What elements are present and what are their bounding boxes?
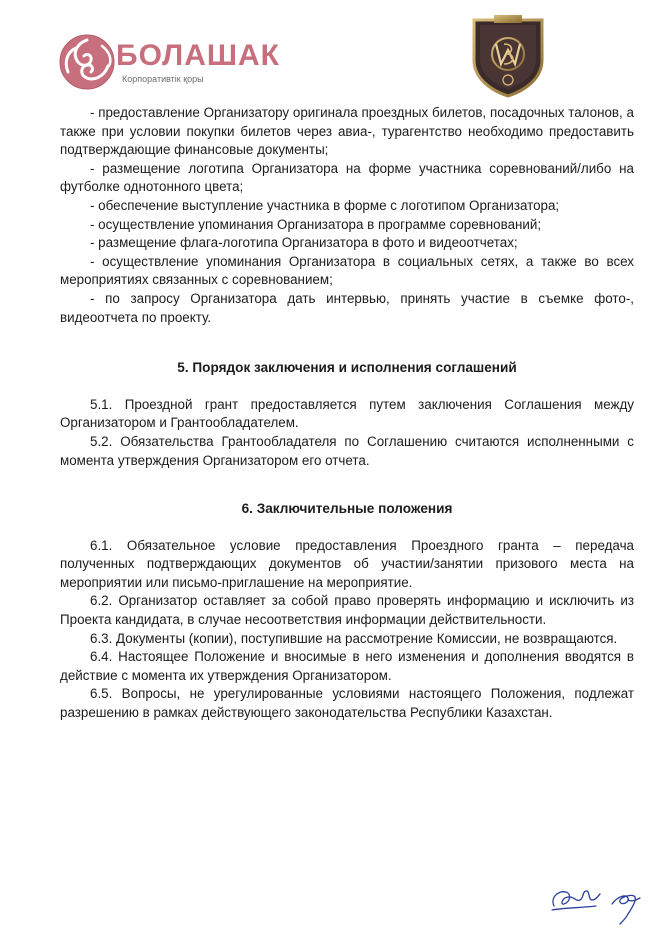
obligation-item-5: - размещение флага-логотипа Организатора в фото и видеоотчетах; bbox=[90, 235, 518, 251]
signature-2-icon bbox=[612, 895, 640, 924]
obligation-item-4: - осуществление упоминания Организатора в программе соревнований; bbox=[90, 216, 542, 232]
obligation-item-2: - размещение логотипа Организатора на форме участника соревнований/либо на футболке однотонного цвета; bbox=[60, 160, 634, 195]
obligation-item-1: - предоставление Организатору оригинала проездных билетов, посадочных талонов, а также при условии покупки билетов через авиа-, турагентство необходимо предоставить подтверждающие финансовые документы; bbox=[60, 105, 634, 158]
clause-6-5: 6.5. Вопросы, не урегулированные условиями настоящего Положения, подлежат разрешению в рамках действующего законодательства Республики Казахстан. bbox=[60, 686, 634, 721]
swirl-emblem-icon bbox=[58, 32, 116, 92]
section-6-title: 6. Заключительные положения bbox=[241, 501, 453, 517]
signature-1-icon bbox=[552, 891, 600, 910]
clause-6-1: 6.1. Обязательное условие предоставления Проездного гранта – передача полученных подтверждающих документов об участии/занятии призового места на мероприятии или письмо-приглашение на мероприятие. bbox=[60, 537, 634, 590]
obligation-item-6: - осуществление упоминания Организатора в социальных сетях, а также во всех мероприятиях связанных с соревнованием; bbox=[60, 253, 634, 288]
clause-5-2: 5.2. Обязательства Грантообладателя по Соглашению считаются исполненными с момента утверждения Организатором его отчета. bbox=[60, 433, 634, 468]
clause-6-2: 6.2. Организатор оставляет за собой право проверять информацию и исключить из Проекта кандидата, в случае несоответствия информации действительности. bbox=[60, 593, 634, 628]
logo-name: БОЛАШАК bbox=[116, 39, 280, 72]
clause-5-1: 5.1. Проездной грант предоставляется путем заключения Соглашения между Организатором и Грантообладателем. bbox=[60, 396, 634, 431]
logo-subtitle: Корпоративтік қоры bbox=[122, 74, 204, 84]
obligation-item-3: - обеспечение выступление участника в форме с логотипом Организатора; bbox=[90, 197, 560, 213]
bolashak-logo bbox=[58, 32, 278, 94]
clause-6-3: 6.3. Документы (копии), поступившие на рассмотрение Комиссии, не возвращаются. bbox=[90, 630, 618, 646]
shield-emblem-icon bbox=[470, 14, 546, 98]
clause-6-4: 6.4. Настоящее Положение и вносимые в него изменения и дополнения вводятся в действие с момента их утверждения Организатором. bbox=[60, 649, 634, 683]
page-header bbox=[0, 0, 666, 100]
obligation-item-7: - по запросу Организатора дать интервью, принять участие в съемке фото-, видеоотчета по проекту. bbox=[60, 290, 634, 325]
section-5-title: 5. Порядок заключения и исполнения соглашений bbox=[177, 360, 517, 376]
document-body bbox=[60, 104, 634, 723]
signatures bbox=[548, 878, 648, 928]
